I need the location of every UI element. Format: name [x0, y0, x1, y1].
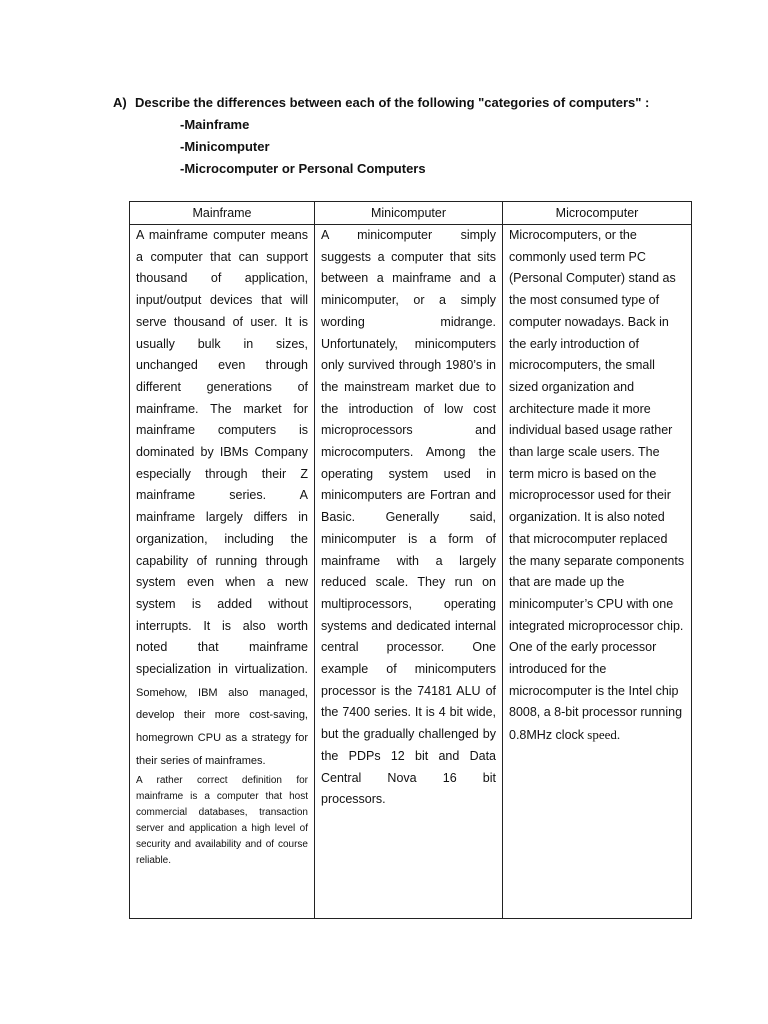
- microcomputer-tail: speed.: [584, 727, 621, 743]
- mainframe-main-text: A mainframe computer means a computer that can support thousand of application, input/output devices that will serve thousand of user. It is usually bulk in sizes, unchanged even through different generations of mainframe. The market for mainframe computers is dominated by IBMs Company especially through their Z mainframe series. A mainframe largely differs in organization, including the capability of running through system even when a new system is added without interrupts. It is also worth noted that mainframe specialization in virtualization.: [136, 228, 308, 677]
- mainframe-description: [136, 225, 308, 773]
- table-header-row: [130, 202, 692, 225]
- category-item-mainframe: -Mainframe: [180, 117, 250, 132]
- question-text: Describe the differences between each of the following "categories of computers" :: [135, 95, 650, 110]
- cell-mainframe: [130, 225, 315, 919]
- header-mainframe: Mainframe: [130, 202, 315, 225]
- mainframe-ibm-note: Somehow, IBM also managed, develop their more cost-saving, homegrown CPU as a strategy for their series of mainframes.: [136, 686, 308, 767]
- cell-microcomputer: [503, 225, 692, 919]
- minicomputer-description: A minicomputer simply suggests a computer that sits between a mainframe and a minicomputer, or a simply wording midrange. Unfortunately, minicomputers only survived through 1980’s in the mainstream market due to the introduction of low cost microprocessors and microcomputers. Among the operating system used in minicomputers are Fortran and Basic. Generally said, minicomputer is a form of mainframe with a largely reduced scale. They run on multiprocessors, operating systems and dedicated internal central processor. One example of minicomputers processor is the 74181 ALU of the 7400 series. It is 4 bit wide, but the gradually challenged by the PDPs 12 bit and Data Central Nova 16 bit processors.: [321, 228, 496, 807]
- category-item-minicomputer: -Minicomputer: [180, 139, 270, 154]
- header-microcomputer: Microcomputer: [503, 202, 692, 225]
- question-marker: A): [113, 95, 127, 110]
- microcomputer-description: [509, 225, 685, 747]
- table-row: [130, 225, 692, 919]
- microcomputer-text: Microcomputers, or the commonly used term PC (Personal Computer) stand as the most consumed type of computer nowadays. Back in the early introduction of microcomputers, the small sized organization and architecture made it more individual based usage rather than large scale users. The term micro is based on the microprocessor used for their organization. It is also noted that microcomputer replaced the many separate components that are made up the minicomputer’s CPU with one integrated microprocessor chip. One of the early processor introduced for the microcomputer is the Intel chip 8008, a 8-bit processor running 0.8MHz clock: [509, 228, 685, 743]
- category-item-microcomputer: -Microcomputer or Personal Computers: [180, 161, 426, 176]
- mainframe-definition: A rather correct definition for mainframe is a computer that host commercial databases, transaction server and application a high level of security and availability and of course reliable.: [136, 774, 308, 866]
- category-list: [180, 114, 426, 180]
- cell-minicomputer: [315, 225, 503, 919]
- question-heading: [113, 92, 649, 114]
- comparison-table: [129, 201, 692, 919]
- header-minicomputer: Minicomputer: [315, 202, 503, 225]
